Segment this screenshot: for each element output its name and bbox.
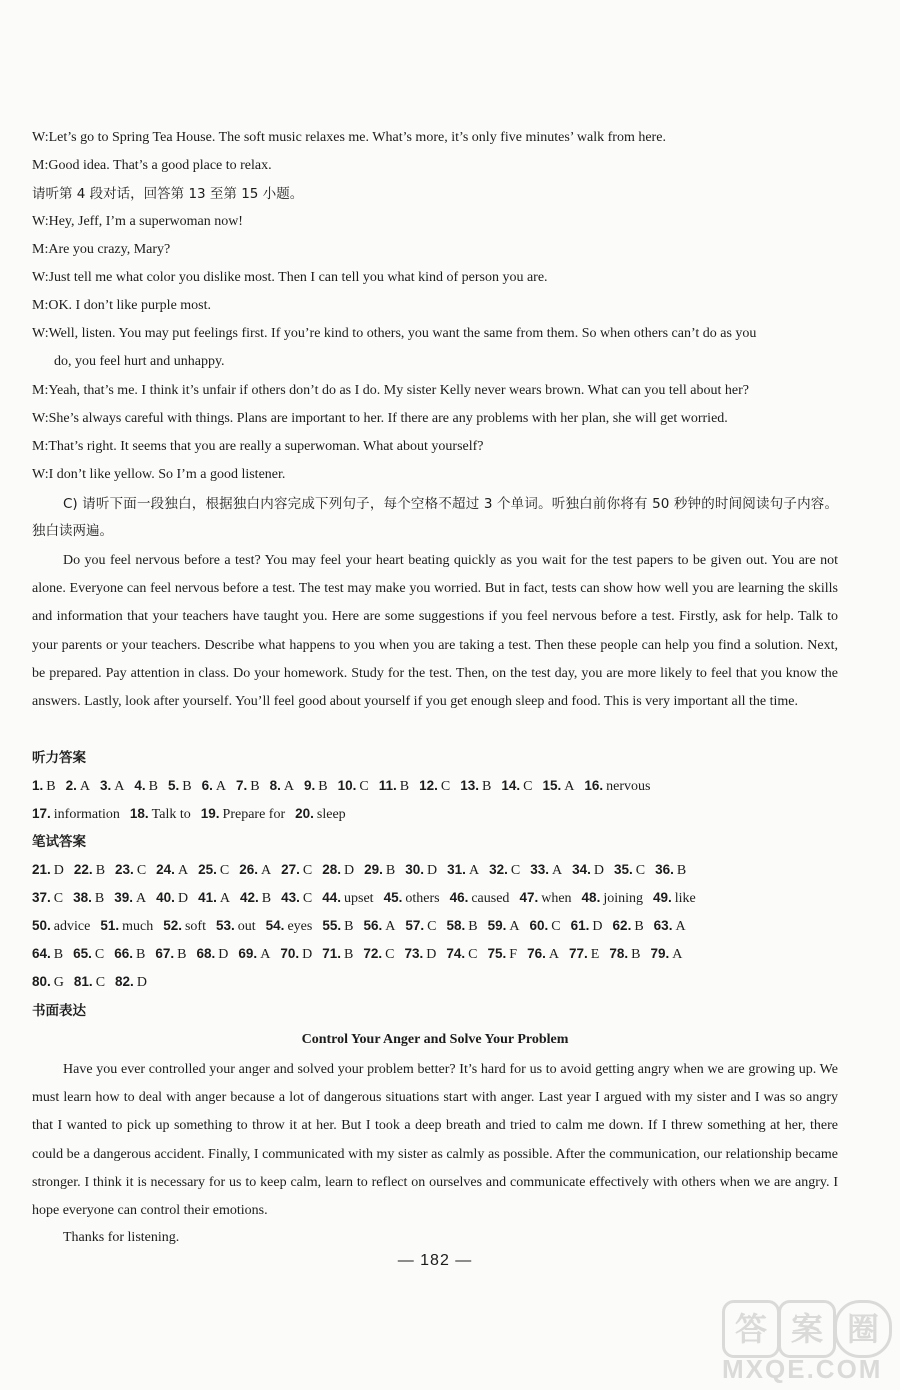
dialogue-line: M:That’s right. It seems that you are really a superwoman. What about yourself?	[32, 439, 484, 454]
answer-row	[32, 972, 852, 993]
answer-number: 8.	[269, 778, 281, 793]
answer-value: G	[53, 975, 64, 990]
dialogue-line-continued: do, you feel hurt and unhappy.	[54, 354, 225, 369]
answer-item	[304, 776, 328, 797]
answer-number: 17.	[32, 806, 51, 821]
answer-value: B	[318, 779, 328, 794]
answer-value: E	[590, 947, 600, 962]
answer-value: when	[541, 891, 572, 906]
answer-value: B	[468, 919, 478, 934]
answer-item	[32, 888, 63, 909]
answer-number: 2.	[65, 778, 77, 793]
answer-row	[32, 944, 852, 965]
answer-value: A	[219, 891, 230, 906]
answer-number: 78.	[609, 946, 629, 961]
answer-value: sleep	[316, 807, 346, 822]
watermark-circle-icon: 圈	[834, 1300, 892, 1358]
answer-item	[571, 916, 603, 937]
answer-number: 64.	[32, 946, 51, 961]
answer-value: others	[405, 891, 440, 906]
answer-item	[130, 804, 191, 825]
answer-item	[100, 916, 153, 937]
answer-number: 19.	[200, 806, 220, 821]
answer-item	[609, 944, 640, 965]
answer-value: C	[551, 919, 561, 934]
answer-item	[519, 888, 571, 909]
answer-item	[238, 944, 270, 965]
answer-value: A	[114, 779, 125, 794]
answer-item	[32, 916, 90, 937]
answer-value: B	[261, 891, 272, 906]
answer-item	[240, 888, 271, 909]
answer-item	[198, 860, 229, 881]
answer-item	[530, 916, 561, 937]
essay-body: Have you ever controlled your anger and solved your problem better? It’s hard for us to avoid getting angry when we are growing up. We must learn how to deal with anger because a lot of dangerous situations start with anger. Last year I argued with my sister and I was so angry that I wanted to pick up something to throw it at her. But I took a deep breath and tried to calm me down. If I threw something at her, there could be a dangerous accident. Finally, I communicated with my sister as calmly as possible. After the communication, our relationship became stronger. I think it is necessary for us to keep calm, learn to reflect on ourselves and communicate effectively with others when we are angry. I hope everyone can control their emotions.	[32, 1062, 838, 1219]
answer-item	[281, 888, 312, 909]
answer-item	[338, 776, 369, 797]
listening-answers-heading: 听力答案	[32, 750, 86, 766]
answer-number: 82.	[115, 974, 134, 989]
answer-value: A	[564, 779, 575, 794]
answer-value: much	[122, 919, 154, 934]
answer-number: 30.	[405, 862, 425, 877]
answer-item	[32, 860, 64, 881]
dialogue-line: M:OK. I don’t like purple most.	[32, 298, 212, 313]
answer-value: eyes	[287, 919, 313, 934]
answer-value: A	[215, 779, 226, 794]
answer-item	[654, 916, 686, 937]
answer-number: 46.	[449, 890, 469, 905]
answer-item	[155, 944, 186, 965]
answer-number: 31.	[447, 862, 466, 877]
answer-item	[650, 944, 682, 965]
answer-value: like	[674, 891, 696, 906]
answer-number: 11.	[378, 778, 397, 793]
answer-number: 27.	[281, 862, 300, 877]
answer-value: out	[237, 919, 256, 934]
answer-number: 55.	[322, 918, 342, 933]
answer-number: 32.	[489, 862, 508, 877]
dialogue-line: M:Are you crazy, Mary?	[32, 242, 171, 257]
answer-number: 53.	[215, 918, 235, 933]
answer-number: 34.	[572, 862, 591, 877]
answer-number: 70.	[280, 946, 300, 961]
answer-value: C	[635, 863, 646, 878]
watermark-case-icon: 案	[778, 1300, 836, 1358]
answer-row	[32, 804, 852, 825]
answer-value: B	[250, 779, 260, 794]
part-c-instruction: C) 请听下面一段独白，根据独白内容完成下列句子，每个空格不超过 3 个单词。听独白前你将有 50 秒钟的时间阅读句子内容。独白读两遍。	[32, 496, 838, 539]
answer-value: C	[359, 779, 369, 794]
answer-item	[156, 860, 188, 881]
answer-number: 66.	[114, 946, 134, 961]
answer-item	[66, 776, 90, 797]
answer-number: 5.	[168, 778, 180, 793]
answer-number: 57.	[405, 918, 425, 933]
answer-value: A	[283, 779, 294, 794]
answer-item	[446, 916, 477, 937]
answer-item	[489, 860, 520, 881]
answer-item	[322, 944, 353, 965]
answer-value: B	[177, 947, 187, 962]
answer-value: D	[344, 863, 355, 878]
answer-value: D	[426, 947, 437, 962]
answer-number: 21.	[32, 862, 51, 877]
answer-number: 68.	[196, 946, 216, 961]
answer-item	[363, 944, 394, 965]
answer-value: F	[509, 947, 518, 962]
answer-number: 16.	[584, 778, 604, 793]
answer-number: 36.	[655, 862, 674, 877]
answer-item	[569, 944, 599, 965]
answer-item	[266, 916, 313, 937]
answer-value: Talk to	[151, 807, 191, 822]
dialogue-line: W:Well, listen. You may put feelings first. If you’re kind to others, you want the same from them. So when others can’t do as you	[32, 326, 757, 341]
answer-value: A	[509, 919, 520, 934]
answer-item	[295, 804, 346, 825]
answer-item	[613, 916, 644, 937]
monologue-paragraph: Do you feel nervous before a test? You may feel your heart beating quickly as you wait for the test papers to be given out. You are not alone. Everyone can feel nervous before a test. The test may make you worried. But in fact, tests can show how well you are learning the skills and information that your teachers have taught you. Here are some suggestions if you feel nervous before a test. Firstly, ask for help. Talk to your parents or your teachers. Describe what happens to you when you are taking a test. Then these people can help you find a solution. Next, be prepared. Pay attention in class. Do your homework. Study for the test. Then, on the test day, you are more likely to feel that you know the answers. Lastly, look after yourself. You’ll feel good about yourself if you get enough sleep and food. This is very important all the time.	[32, 553, 838, 710]
answer-item	[364, 860, 395, 881]
answer-value: D	[302, 947, 313, 962]
answer-value: B	[344, 919, 354, 934]
answer-number: 25.	[198, 862, 217, 877]
watermark-logo	[712, 1298, 892, 1384]
page-number: — 182 —	[397, 1252, 473, 1269]
answer-item	[488, 916, 520, 937]
answer-number: 37.	[32, 890, 51, 905]
answer-value: B	[676, 863, 687, 878]
answer-item	[488, 944, 518, 965]
answer-item	[198, 888, 230, 909]
answer-item	[501, 776, 532, 797]
answer-number: 65.	[73, 946, 92, 961]
answer-item	[73, 888, 104, 909]
answer-number: 12.	[419, 778, 438, 793]
watermark-answer-icon: 答	[722, 1300, 780, 1358]
answer-number: 23.	[115, 862, 134, 877]
section4-instruction: 请听第 4 段对话，回答第 13 至第 15 小题。	[32, 186, 304, 202]
answer-number: 60.	[529, 918, 549, 933]
answer-number: 42.	[239, 890, 259, 905]
answer-value: B	[399, 779, 410, 794]
answer-number: 51.	[100, 918, 120, 933]
answer-item	[614, 860, 645, 881]
answer-number: 76.	[527, 946, 546, 961]
dialogue-line: M:Yeah, that’s me. I think it’s unfair if others don’t do as I do. My sister Kelly never wears brown. What can you tell about her?	[32, 383, 749, 398]
answer-item	[156, 888, 188, 909]
answer-item	[270, 776, 294, 797]
answer-number: 39.	[114, 890, 134, 905]
answer-item	[653, 888, 696, 909]
answer-value: caused	[471, 891, 510, 906]
answer-row	[32, 860, 852, 881]
answer-item	[32, 972, 64, 993]
answer-value: joining	[603, 891, 643, 906]
answer-number: 45.	[383, 890, 403, 905]
answer-item	[405, 860, 437, 881]
answer-item	[32, 804, 120, 825]
answer-item	[134, 776, 158, 797]
answer-item	[115, 860, 146, 881]
answer-number: 44.	[322, 890, 341, 905]
answer-item	[530, 860, 562, 881]
answer-value: D	[136, 975, 147, 990]
answer-value: B	[46, 779, 56, 794]
answer-number: 20.	[295, 806, 314, 821]
answer-value: B	[631, 947, 641, 962]
answer-value: A	[79, 779, 90, 794]
answer-number: 40.	[156, 890, 175, 905]
answer-item	[419, 776, 450, 797]
writing-heading: 书面表达	[32, 1003, 86, 1019]
answer-number: 56.	[363, 918, 383, 933]
answer-value: C	[302, 891, 313, 906]
answer-value: soft	[184, 919, 206, 934]
answer-item	[168, 776, 192, 797]
answer-value: A	[551, 863, 563, 878]
answer-value: A	[675, 919, 686, 934]
answer-value: C	[302, 863, 313, 878]
answer-number: 7.	[236, 778, 248, 793]
dialogue-line: W:She’s always careful with things. Plans are important to her. If there are any problems with her plan, she will get worried.	[32, 411, 728, 426]
answer-value: D	[592, 919, 603, 934]
answer-value: C	[510, 863, 521, 878]
answer-number: 48.	[581, 890, 601, 905]
answer-item	[384, 888, 440, 909]
dialogue-line: W:Let’s go to Spring Tea House. The soft music relaxes me. What’s more, it’s only five minutes’ walk from here.	[32, 130, 666, 145]
answer-item	[236, 776, 260, 797]
answer-number: 75.	[487, 946, 507, 961]
answer-value: C	[95, 975, 106, 990]
written-answers-heading: 笔试答案	[32, 834, 86, 850]
answer-item	[460, 776, 491, 797]
answer-number: 24.	[156, 862, 175, 877]
answer-item	[322, 860, 354, 881]
answer-item	[100, 776, 124, 797]
answer-item	[74, 972, 105, 993]
answer-value: upset	[344, 891, 374, 906]
answer-value: C	[219, 863, 230, 878]
answer-number: 41.	[198, 890, 217, 905]
answer-value: C	[427, 919, 437, 934]
answer-item	[239, 860, 271, 881]
answer-value: advice	[53, 919, 91, 934]
answer-value: D	[218, 947, 229, 962]
answer-value: B	[148, 779, 158, 794]
answer-item	[404, 944, 436, 965]
answer-item	[363, 916, 395, 937]
answer-number: 80.	[32, 974, 51, 989]
answer-item	[446, 944, 477, 965]
answer-item	[201, 804, 285, 825]
answer-value: A	[260, 863, 272, 878]
answer-value: D	[427, 863, 438, 878]
answer-item	[450, 888, 510, 909]
answer-number: 77.	[568, 946, 588, 961]
answer-number: 18.	[129, 806, 149, 821]
answer-value: C	[136, 863, 147, 878]
answer-value: C	[468, 947, 478, 962]
answer-number: 81.	[73, 974, 93, 989]
answer-number: 79.	[650, 946, 670, 961]
answer-item	[280, 944, 312, 965]
answer-number: 67.	[155, 946, 175, 961]
answer-item	[542, 776, 574, 797]
answer-value: A	[468, 863, 480, 878]
answer-row	[32, 888, 852, 909]
answer-number: 29.	[364, 862, 383, 877]
answer-item	[447, 860, 479, 881]
answer-item	[572, 860, 604, 881]
answer-value: D	[593, 863, 604, 878]
answer-item	[405, 916, 436, 937]
answer-number: 59.	[487, 918, 507, 933]
answer-item	[115, 972, 147, 993]
answer-value: B	[95, 863, 106, 878]
answer-number: 69.	[238, 946, 258, 961]
answer-item	[73, 944, 104, 965]
answer-number: 58.	[446, 918, 466, 933]
answer-number: 1.	[32, 778, 44, 793]
answer-value: A	[177, 863, 189, 878]
essay-title: Control Your Anger and Solve Your Problem	[301, 1032, 569, 1047]
answer-value: C	[53, 891, 64, 906]
answer-item	[114, 888, 146, 909]
dialogue-line: W:I don’t like yellow. So I’m a good listener.	[32, 467, 286, 482]
answer-item	[322, 888, 373, 909]
answer-value: B	[94, 891, 105, 906]
answer-number: 14.	[501, 778, 521, 793]
answer-item	[202, 776, 226, 797]
answer-item	[32, 944, 63, 965]
answer-value: A	[548, 947, 559, 962]
answer-item	[114, 944, 145, 965]
answer-number: 9.	[304, 778, 316, 793]
answer-value: information	[53, 807, 120, 822]
answer-value: B	[482, 779, 492, 794]
answer-value: B	[344, 947, 354, 962]
answer-item	[322, 916, 353, 937]
answer-value: B	[182, 779, 192, 794]
answer-item	[527, 944, 559, 965]
answer-value: B	[385, 863, 396, 878]
answer-item	[74, 860, 105, 881]
answer-value: A	[260, 947, 271, 962]
answer-number: 62.	[612, 918, 632, 933]
answer-row	[32, 776, 852, 797]
answer-number: 33.	[530, 862, 549, 877]
answer-number: 74.	[446, 946, 466, 961]
answer-number: 47.	[519, 890, 539, 905]
answer-row	[32, 916, 852, 937]
dialogue-line: M:Good idea. That’s a good place to relax.	[32, 158, 272, 173]
answer-number: 63.	[653, 918, 673, 933]
answer-value: B	[136, 947, 146, 962]
answer-number: 4.	[134, 778, 146, 793]
answer-item	[216, 916, 256, 937]
answer-number: 22.	[73, 862, 93, 877]
answer-number: 15.	[542, 778, 562, 793]
answer-number: 3.	[100, 778, 112, 793]
answer-number: 73.	[404, 946, 424, 961]
answer-number: 35.	[614, 862, 633, 877]
answer-number: 72.	[363, 946, 383, 961]
answer-value: B	[634, 919, 644, 934]
dialogue-line: W:Hey, Jeff, I’m a superwoman now!	[32, 214, 243, 229]
answer-number: 50.	[32, 918, 51, 933]
answer-number: 26.	[239, 862, 258, 877]
answer-number: 71.	[322, 946, 341, 961]
answer-value: C	[94, 947, 105, 962]
answer-number: 28.	[322, 862, 341, 877]
answer-number: 49.	[653, 890, 672, 905]
answer-number: 10.	[337, 778, 357, 793]
answer-value: A	[385, 919, 396, 934]
answer-item	[379, 776, 409, 797]
answer-item	[582, 888, 643, 909]
answer-value: C	[385, 947, 395, 962]
answer-number: 38.	[73, 890, 92, 905]
answer-number: 6.	[201, 778, 213, 793]
answer-value: C	[523, 779, 533, 794]
answer-value: B	[53, 947, 64, 962]
watermark-text: MXQE.COM	[722, 1354, 883, 1384]
answer-item	[655, 860, 686, 881]
answer-number: 13.	[460, 778, 480, 793]
answer-number: 43.	[281, 890, 300, 905]
answer-value: nervous	[606, 779, 651, 794]
answer-value: D	[53, 863, 64, 878]
dialogue-line: W:Just tell me what color you dislike most. Then I can tell you what kind of person you are.	[32, 270, 548, 285]
answer-value: A	[136, 891, 147, 906]
answer-item	[197, 944, 229, 965]
answer-item	[584, 776, 650, 797]
answer-number: 61.	[570, 918, 590, 933]
answer-value: C	[440, 779, 451, 794]
answer-value: A	[672, 947, 683, 962]
answer-number: 52.	[163, 918, 182, 933]
answer-item	[163, 916, 206, 937]
answer-item	[281, 860, 312, 881]
answer-value: D	[177, 891, 189, 906]
essay-closing: Thanks for listening.	[63, 1230, 180, 1245]
answer-value: Prepare for	[222, 807, 286, 822]
answer-item	[32, 776, 56, 797]
answer-number: 54.	[265, 918, 285, 933]
